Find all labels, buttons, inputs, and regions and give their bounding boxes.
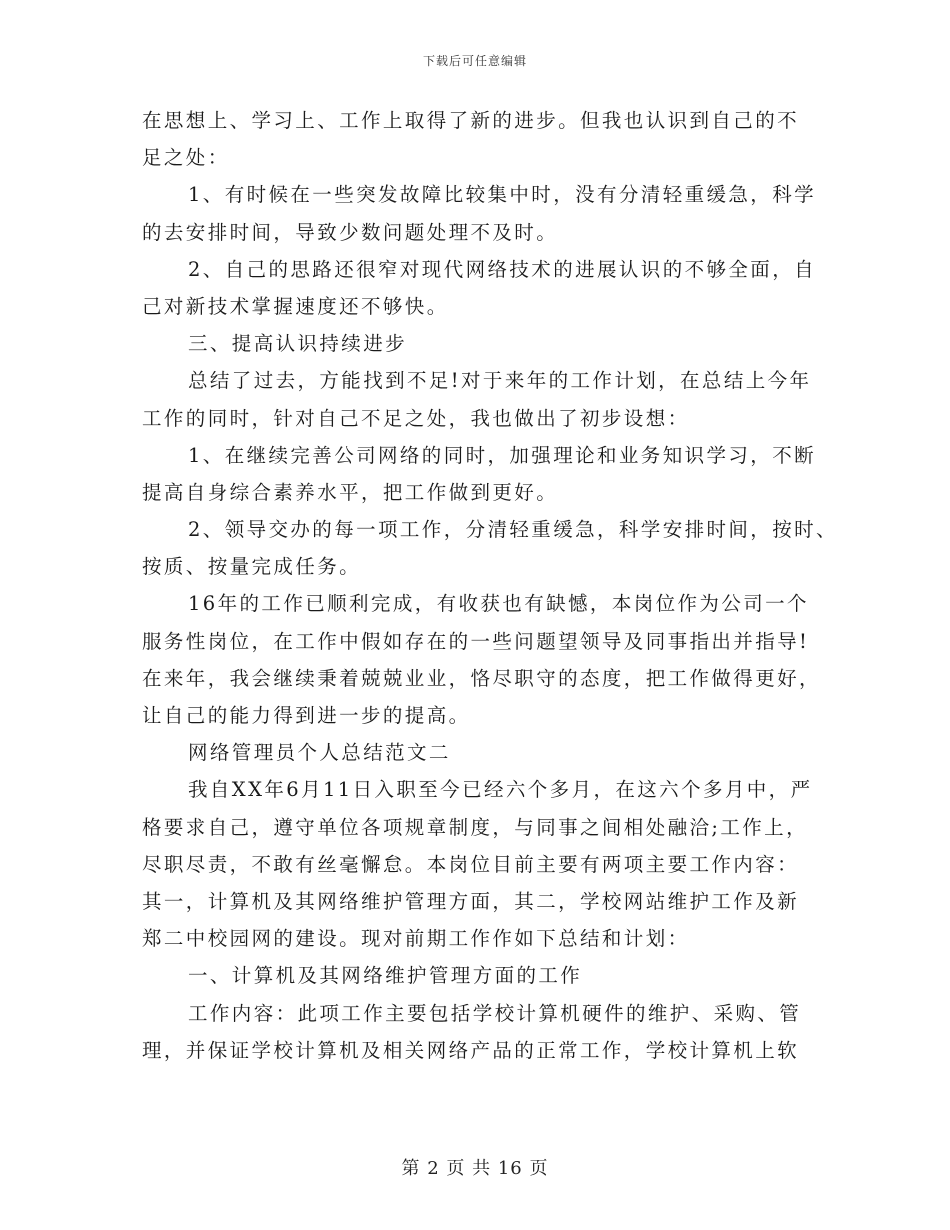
text-line: 我自XX年6月11日入职至今已经六个多月，在这六个多月中，严 [188,778,813,802]
page-number-footer: 第 2 页 共 16 页 [401,1158,549,1179]
text-line: 2、领导交办的每一项工作，分清轻重缓急，科学安排时间，按时、 [188,518,838,542]
text-line: 在来年，我会继续秉着兢兢业业，恪尽职守的态度，把工作做得更好， [142,666,821,690]
section-title: 网络管理员个人总结范文二 [188,741,451,765]
text-line: 16年的工作已顺利完成，有收获也有缺憾，本岗位作为公司一个 [188,592,809,616]
text-line: 提高自身综合素养水平，把工作做到更好。 [142,480,559,504]
text-line: 1、在继续完善公司网络的同时，加强理论和业务知识学习，不断 [188,443,817,467]
section-heading: 一、计算机及其网络维护管理方面的工作 [188,964,583,988]
section-heading: 三、提高认识持续进步 [188,332,408,356]
text-line: 其一，计算机及其网络维护管理方面，其二，学校网站维护工作及新 [142,889,800,913]
text-line: 总结了过去，方能找到不足!对于来年的工作计划，在总结上今年 [188,369,812,393]
text-line: 的去安排时间，导致少数问题处理不及时。 [142,220,559,244]
page-header: 下载后可任意编辑 [422,54,527,68]
text-line: 1、有时候在一些突发故障比较集中时，没有分清轻重缓急，科学 [188,183,817,207]
text-line: 己对新技术掌握速度还不够快。 [142,294,449,318]
text-line: 让自己的能力得到进一步的提高。 [142,704,471,727]
text-line: 工作内容：此项工作主要包括学校计算机硬件的维护、采购、管 [188,1001,802,1025]
text-line: 工作的同时，针对自己不足之处，我也做出了初步设想： [142,406,690,430]
text-line: 服务性岗位，在工作中假如存在的一些问题望领导及同事指出并指导! [142,629,810,653]
text-line: 格要求自己，遵守单位各项规章制度，与同事之间相处融洽;工作上， [142,815,808,839]
text-line: 尽职尽责，不敢有丝毫懈怠。本岗位目前主要有两项主要工作内容： [142,852,800,876]
text-line: 按质、按量完成任务。 [142,555,362,579]
text-line: 在思想上、学习上、工作上取得了新的进步。但我也认识到自己的不 [142,109,800,132]
text-line: 理，并保证学校计算机及相关网络产品的正常工作，学校计算机上软 [142,1038,800,1062]
text-line: 足之处： [142,146,230,170]
text-line: 郑二中校园网的建设。现对前期工作作如下总结和计划： [142,927,690,951]
text-line: 2、自己的思路还很窄对现代网络技术的进展认识的不够全面，自 [188,257,817,281]
document-body [142,102,838,1069]
